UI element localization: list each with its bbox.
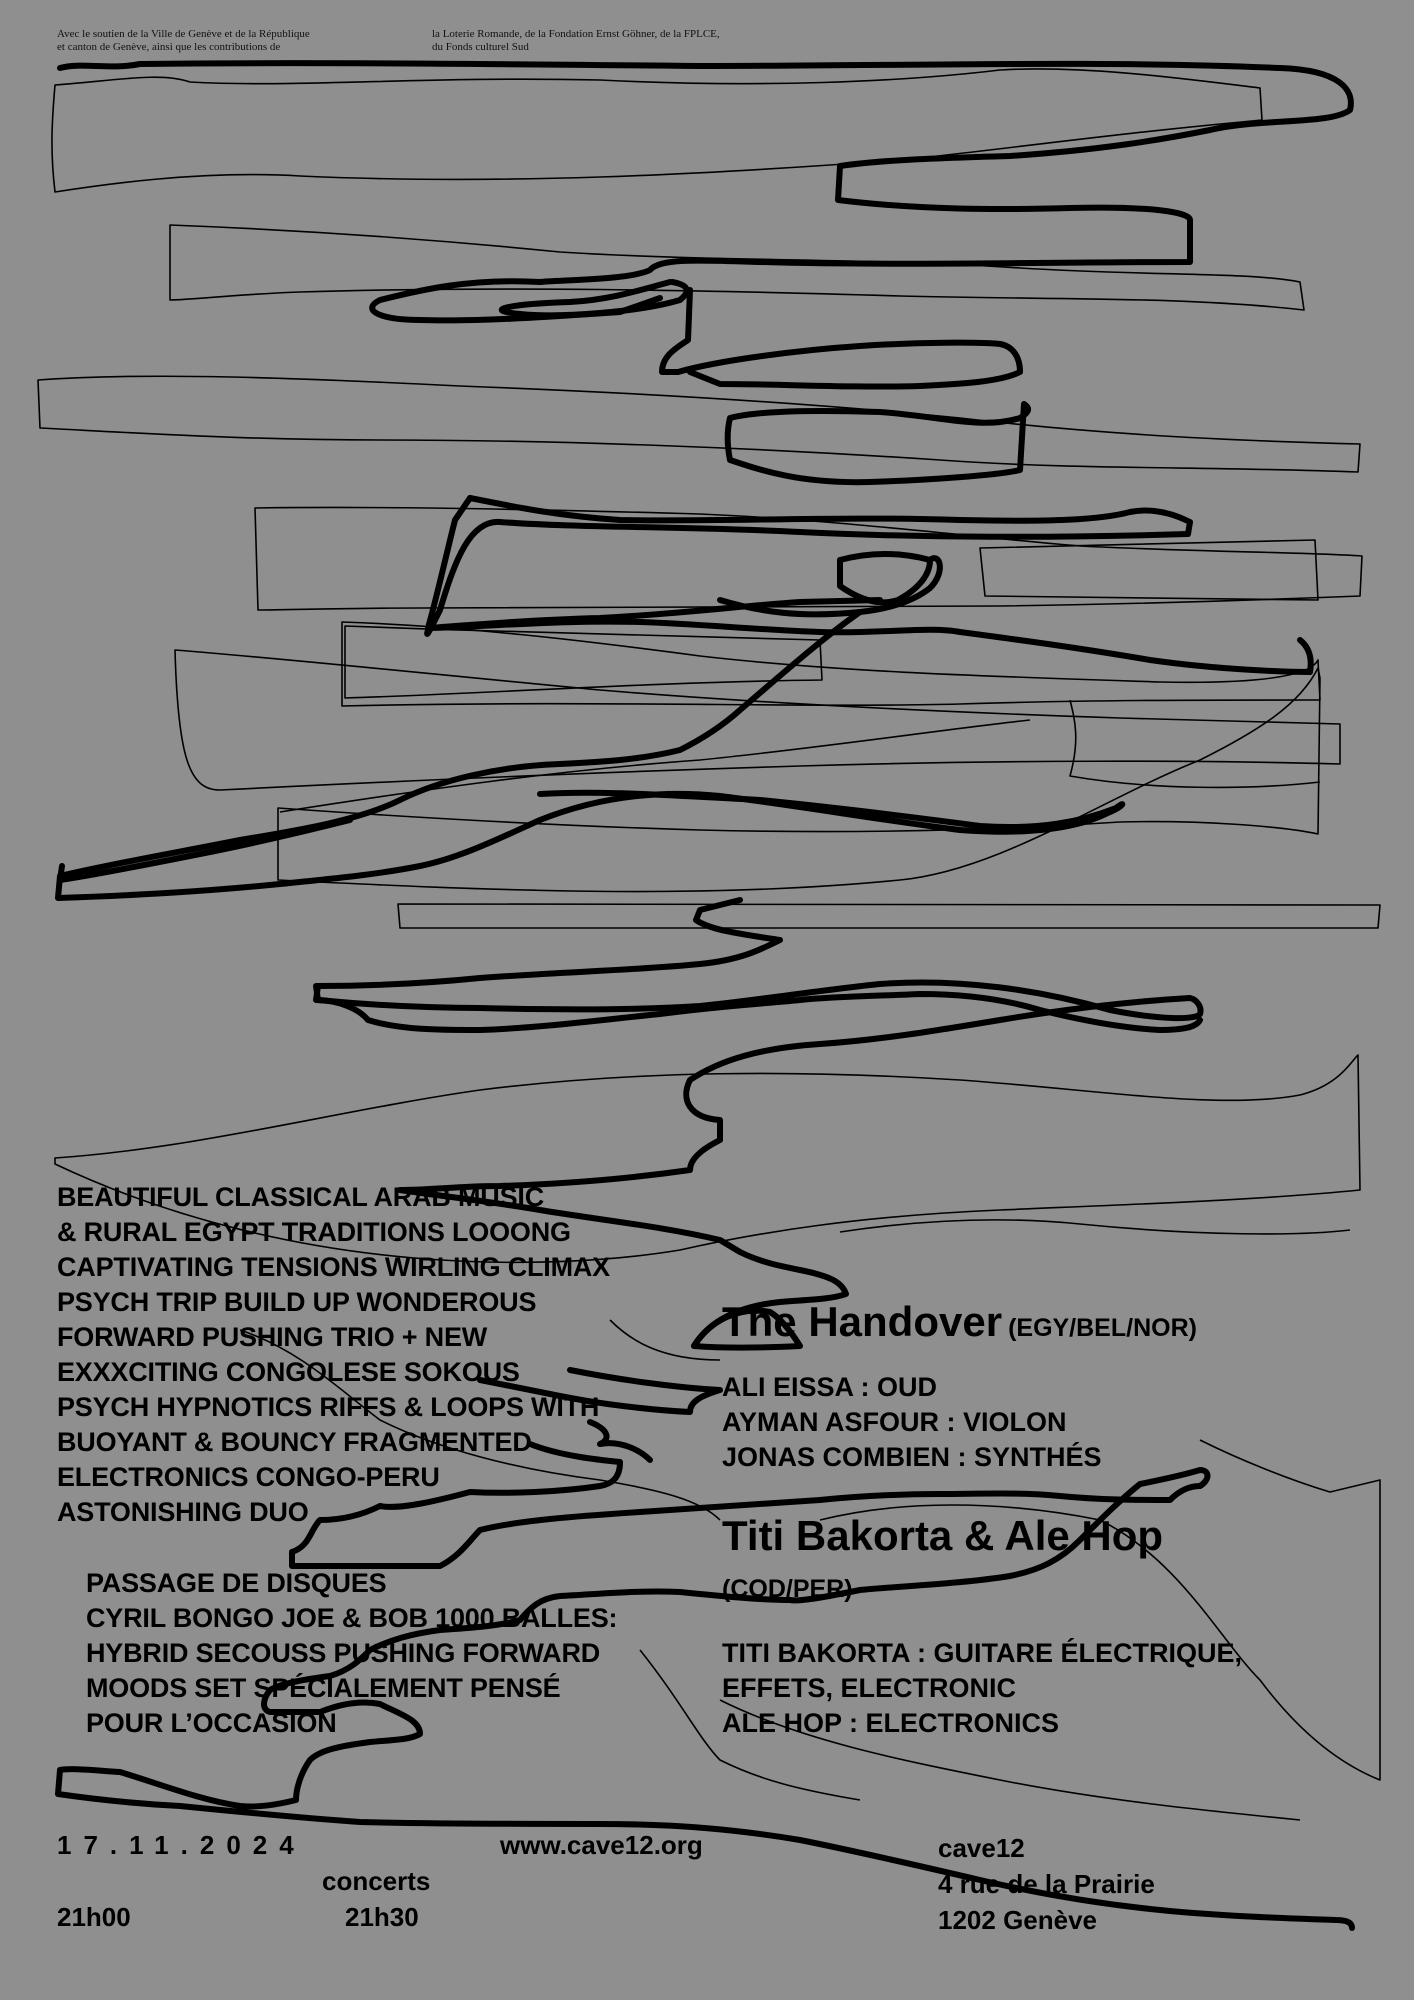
description-line: EXXXCITING CONGOLESE SOKOUS xyxy=(57,1357,520,1387)
venue-line: 4 rue de la Prairie xyxy=(938,1869,1155,1899)
dj-line: MOODS SET SPÉCIALEMENT PENSÉ xyxy=(86,1673,561,1703)
thick-scribble xyxy=(60,820,350,880)
credits-line: et canton de Genève, ainsi que les contributions de xyxy=(57,41,281,53)
thin-outline xyxy=(1070,700,1320,787)
dj-line: PASSAGE DE DISQUES xyxy=(86,1568,387,1598)
dj-line: POUR L’OCCASION xyxy=(86,1708,337,1738)
member-line: JONAS COMBIEN : SYNTHÉS xyxy=(722,1442,1102,1472)
act-origin: (EGY/BEL/NOR) xyxy=(1008,1314,1197,1342)
member-line: ALI EISSA : OUD xyxy=(722,1372,938,1402)
thick-scribble xyxy=(728,404,1028,482)
thin-outline xyxy=(840,1220,1350,1234)
thin-outline xyxy=(175,650,1340,790)
act-name: Titi Bakorta & Ale Hop xyxy=(722,1512,1164,1559)
thin-outline xyxy=(38,376,1360,472)
description-line: BEAUTIFUL CLASSICAL ARAB MUSIC xyxy=(57,1182,545,1212)
credits-line: du Fonds culturel Sud xyxy=(432,41,529,53)
credits-line: la Loterie Romande, de la Fondation Ernst Göhner, de la FPLCE, xyxy=(432,28,720,40)
description-line: & RURAL EGYPT TRADITIONS LOOONG xyxy=(57,1217,571,1247)
venue-line: cave12 xyxy=(938,1833,1025,1863)
member-line: ALE HOP : ELECTRONICS xyxy=(722,1708,1060,1738)
concert-time: 21h30 xyxy=(345,1902,419,1932)
dj-line: HYBRID SECOUSS PUSHING FORWARD xyxy=(86,1638,601,1668)
dj-line: CYRIL BONGO JOE & BOB 1000 BALLES: xyxy=(86,1603,618,1633)
venue-line: 1202 Genève xyxy=(938,1905,1098,1935)
description-line: ASTONISHING DUO xyxy=(57,1497,309,1527)
thin-outline xyxy=(398,904,1380,928)
venue-address xyxy=(938,1830,1155,1938)
event-date: 17.11.2024 xyxy=(57,1830,306,1860)
act-title-the-handover xyxy=(722,1298,1197,1346)
website-link[interactable]: www.cave12.org xyxy=(500,1830,703,1860)
thin-outline xyxy=(280,720,1030,812)
thick-scribble xyxy=(316,900,1201,1190)
credits-line: Avec le soutien de la Ville de Genève et de la République xyxy=(57,28,310,40)
thin-outline xyxy=(255,507,1362,610)
description-line: PSYCH HYPNOTICS RIFFS & LOOPS WITH xyxy=(57,1392,600,1422)
member-line: TITI BAKORTA : GUITARE ÉLECTRIQUE, xyxy=(722,1638,1242,1668)
thick-scribble xyxy=(58,612,1120,898)
concerts-label: concerts xyxy=(322,1866,431,1896)
description-line: ELECTRONICS CONGO-PERU xyxy=(57,1462,440,1492)
member-line: EFFETS, ELECTRONIC xyxy=(722,1673,1017,1703)
act-members-the-handover xyxy=(722,1370,1102,1475)
member-line: AYMAN ASFOUR : VIOLON xyxy=(722,1407,1067,1437)
thick-scribble xyxy=(662,290,1020,387)
description-line: FORWARD PUSHING TRIO + NEW xyxy=(57,1322,488,1352)
thin-outline xyxy=(170,225,1304,310)
act-origin: (COD/PER) xyxy=(722,1575,853,1603)
description-line: CAPTIVATING TENSIONS WIRLING CLIMAX xyxy=(57,1252,610,1282)
thin-outline xyxy=(52,69,1262,192)
thick-scribble xyxy=(430,622,1311,672)
door-time: 21h00 xyxy=(57,1902,131,1932)
description-block xyxy=(57,1180,610,1530)
act-name: The Handover xyxy=(722,1298,1003,1345)
act-title-titi-bakorta-ale-hop xyxy=(722,1512,1163,1560)
description-line: PSYCH TRIP BUILD UP WONDEROUS xyxy=(57,1287,537,1317)
thin-outline xyxy=(610,1320,720,1360)
act-members-titi-bakorta-ale-hop xyxy=(722,1636,1242,1741)
description-line: BUOYANT & BOUNCY FRAGMENTED xyxy=(57,1427,532,1457)
dj-set-block xyxy=(86,1566,617,1741)
